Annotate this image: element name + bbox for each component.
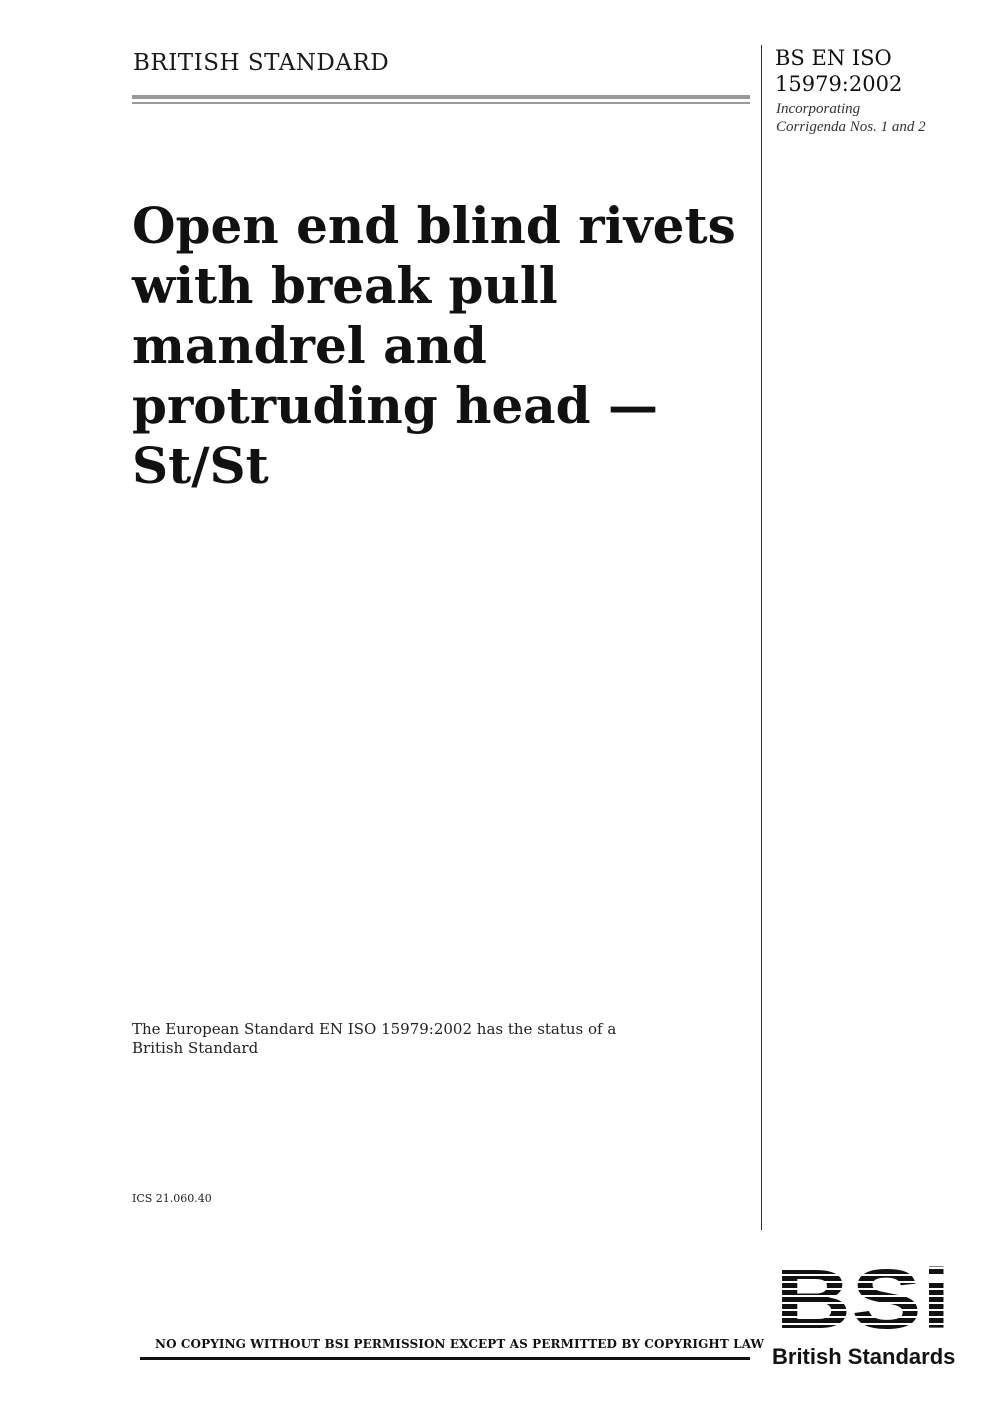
- header-rule: [132, 95, 750, 99]
- title-line: with break pull: [132, 256, 558, 315]
- document-title: [132, 196, 736, 496]
- document-type-label: BRITISH STANDARD: [133, 50, 390, 76]
- title-line: Open end blind rivets: [132, 196, 736, 255]
- copyright-notice: NO COPYING WITHOUT BSI PERMISSION EXCEPT AS PERMITTED BY COPYRIGHT LAW: [155, 1337, 765, 1351]
- status-note: The European Standard EN ISO 15979:2002 has the status of a British Standard: [132, 1020, 617, 1057]
- footer-rule: [140, 1357, 750, 1360]
- title-line: mandrel and: [132, 316, 487, 375]
- ics-code: ICS 21.060.40: [132, 1192, 212, 1205]
- standard-number: [775, 45, 902, 97]
- bsi-tagline: British Standards: [772, 1344, 956, 1369]
- bsi-logo-mark: BSi: [775, 1262, 951, 1332]
- header-rule-thin: [132, 102, 750, 104]
- standard-number-prefix: BS EN ISO: [775, 46, 892, 70]
- title-line: protruding head —: [132, 376, 659, 435]
- standard-number-code: 15979:2002: [775, 72, 903, 96]
- bsi-logo: [773, 1262, 953, 1332]
- column-divider: [761, 45, 762, 1230]
- title-line: St/St: [132, 436, 269, 495]
- corrigenda-note: Incorporating Corrigenda Nos. 1 and 2: [776, 101, 926, 135]
